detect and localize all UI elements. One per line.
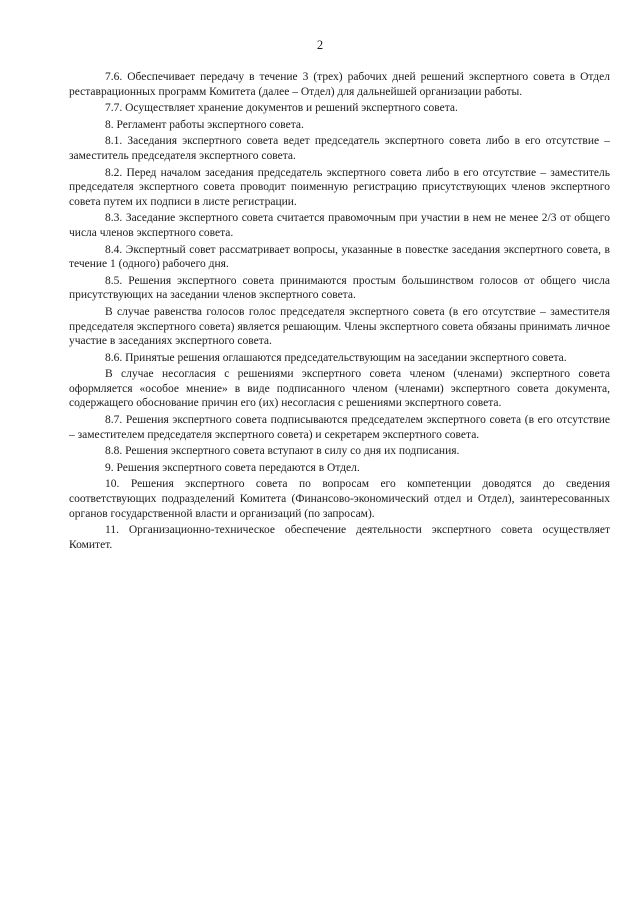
paragraph-8-4: 8.4. Экспертный совет рассматривает вопросы, указанные в повестке заседания экспертного совета, в течение 1 (одного) рабочего дня. xyxy=(69,243,610,271)
paragraph-11: 11. Организационно-техническое обеспечение деятельности экспертного совета осуществляет Комитет. xyxy=(69,524,610,551)
section-8-heading: 8. Регламент работы экспертного совета. xyxy=(105,118,304,131)
page-number: 2 xyxy=(316,38,324,52)
paragraph-8-5-tie-vote: В случае равенства голосов голос председателя экспертного совета (в его отсутствие – заместителя председателя экспертного совета) является решающим. Члены экспертного совета обязаны принимать личное участие в заседаниях экспертного совета. xyxy=(69,305,610,348)
paragraph-7-6: 7.6. Обеспечивает передачу в течение 3 (трех) рабочих дней решений экспертного совета в Отдел реставрационных программ Комитета (далее – Отдел) для дальнейшей организации работы. xyxy=(69,71,610,98)
paragraph-7-7: 7.7. Осуществляет хранение документов и решений экспертного совета. xyxy=(105,102,458,115)
paragraph-8-2: 8.2. Перед началом заседания председатель экспертного совета либо в его отсутствие – заместитель председателя экспертного совета проводит поименную регистрацию присутствующих членов экспертного совета путем их подписи в листе регистрации. xyxy=(69,166,610,208)
paragraph-9: 9. Решения экспертного совета передаются в Отдел. xyxy=(105,461,360,474)
paragraph-8-6-dissent: В случае несогласия с решениями экспертного совета членом (членами) экспертного совета оформляется «особое мнение» в виде подписанного членом (членами) экспертного совета документа, содержащего обоснование причин его (их) несогласия с решениями экспертного совета. xyxy=(69,368,610,410)
paragraph-8-8: 8.8. Решения экспертного совета вступают в силу со дня их подписания. xyxy=(105,445,460,458)
paragraph-8-5: 8.5. Решения экспертного совета принимаются простым большинством голосов от общего числа присутствующих на заседании членов экспертного совета. xyxy=(69,274,610,302)
paragraph-8-3: 8.3. Заседание экспертного совета считается правомочным при участии в нем не менее 2/3 от общего числа членов экспертного совета. xyxy=(69,212,610,239)
document-body xyxy=(69,70,610,552)
paragraph-8-7: 8.7. Решения экспертного совета подписываются председателем экспертного совета (в его отсутствие – заместителем председателя экспертного совета) и секретарем экспертного совета. xyxy=(69,414,610,441)
paragraph-10: 10. Решения экспертного совета по вопросам его компетенции доводятся до сведения соответствующих подразделений Комитета (Финансово-экономический отдел и Отдел), заинтересованных органов государственной власти и организаций (по запросам). xyxy=(69,478,610,520)
paragraph-8-1: 8.1. Заседания экспертного совета ведет председатель экспертного совета либо в его отсутствие – заместитель председателя экспертного совета. xyxy=(69,135,610,162)
paragraph-8-6: 8.6. Принятые решения оглашаются председательствующим на заседании экспертного совета. xyxy=(105,351,567,364)
